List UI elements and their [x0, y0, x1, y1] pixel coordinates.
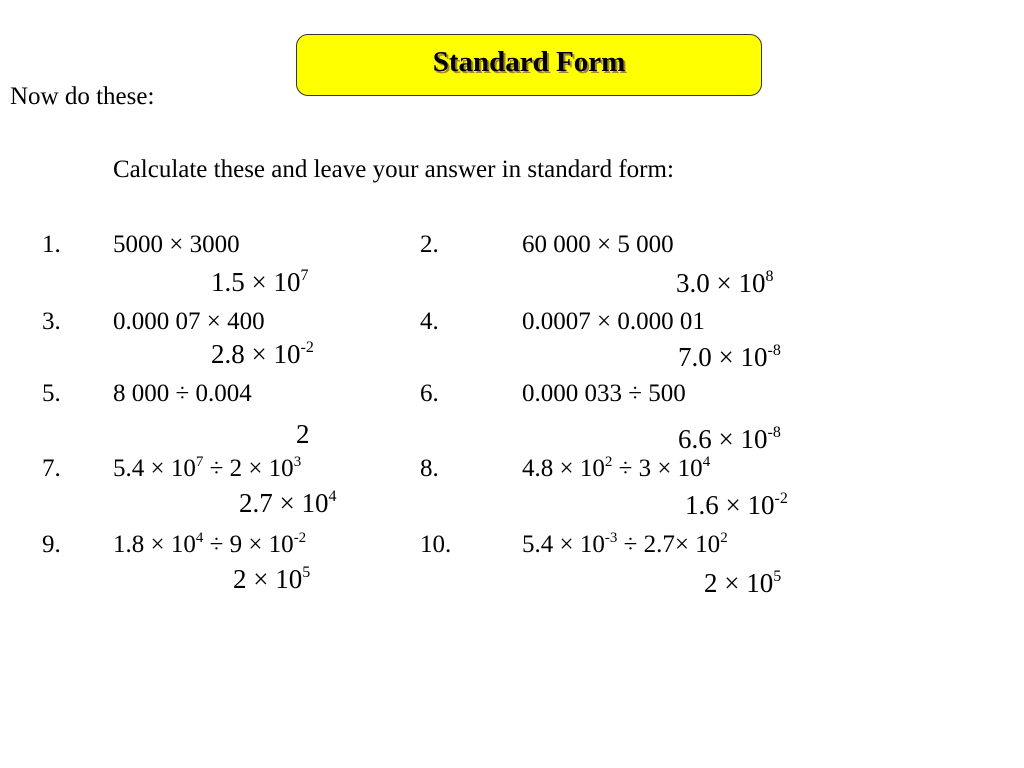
- intro-text: Now do these:: [10, 83, 155, 110]
- answer-exponent: 7: [300, 267, 309, 284]
- answer-exponent: -2: [774, 490, 788, 507]
- slide-title: Standard Form: [432, 45, 626, 78]
- answer: [233, 566, 310, 593]
- question-number: 5.: [42, 380, 61, 407]
- answer-base: 3.0 × 10: [676, 268, 766, 298]
- instruction-text: Calculate these and leave your answer in standard form:: [113, 156, 674, 183]
- answer: [296, 421, 310, 448]
- answer-exponent: 4: [328, 488, 337, 505]
- question-expression: 0.0007 × 0.000 01: [522, 308, 705, 335]
- answer: [239, 490, 336, 517]
- answer: [685, 492, 788, 519]
- question-expression: $1.8 \times 10^4 \div 9 \times 10^{-2}$: [113, 530, 307, 558]
- question-number: 9.: [42, 531, 61, 558]
- answer-base: 2.7 × 10: [239, 488, 329, 518]
- question-number: 7.: [42, 455, 61, 482]
- answer-base: 1.5 × 10: [211, 267, 301, 297]
- answer-exponent: 5: [773, 568, 782, 585]
- answer-exponent: -2: [300, 339, 314, 356]
- answer-base: 2: [296, 419, 310, 449]
- question-number: 8.: [420, 455, 439, 482]
- question-expression: $4.8 \times 10^2 \div 3 \times 10^4$: [522, 454, 711, 482]
- question-expression: 0.000 033 ÷ 500: [522, 380, 686, 407]
- answer: [704, 570, 781, 597]
- question-number: 1.: [42, 231, 61, 258]
- question-expression: 60 000 × 5 000: [522, 231, 674, 258]
- answer-base: 7.0 × 10: [678, 342, 768, 372]
- answer-exponent: -8: [767, 342, 781, 359]
- question-number: 4.: [420, 308, 439, 335]
- answer: [211, 269, 308, 296]
- title-banner: [296, 34, 762, 96]
- question-expression: 5000 × 3000: [113, 231, 240, 258]
- answer: [211, 341, 314, 368]
- answer-base: 2.8 × 10: [211, 339, 301, 369]
- question-expression: 8 000 ÷ 0.004: [113, 380, 252, 407]
- answer-exponent: 5: [302, 564, 311, 581]
- answer-base: 2 × 10: [704, 568, 774, 598]
- answer-base: 2 × 10: [233, 564, 303, 594]
- question-expression: $5.4 \times 10^7 \div 2 \times 10^3$: [113, 454, 302, 482]
- answer-exponent: 8: [765, 268, 774, 285]
- question-expression: $5.4 \times 10^{-3} \div 2.7\times 10^2$: [522, 530, 728, 558]
- question-number: 6.: [420, 380, 439, 407]
- answer: [678, 426, 781, 453]
- answer-base: 1.6 × 10: [685, 490, 775, 520]
- answer-base: 6.6 × 10: [678, 424, 768, 454]
- answer: [676, 270, 773, 297]
- question-number: 3.: [42, 308, 61, 335]
- question-number: 10.: [420, 531, 452, 558]
- question-number: 2.: [420, 231, 439, 258]
- question-expression: 0.000 07 × 400: [113, 308, 265, 335]
- answer-exponent: -8: [767, 424, 781, 441]
- answer: [678, 344, 781, 371]
